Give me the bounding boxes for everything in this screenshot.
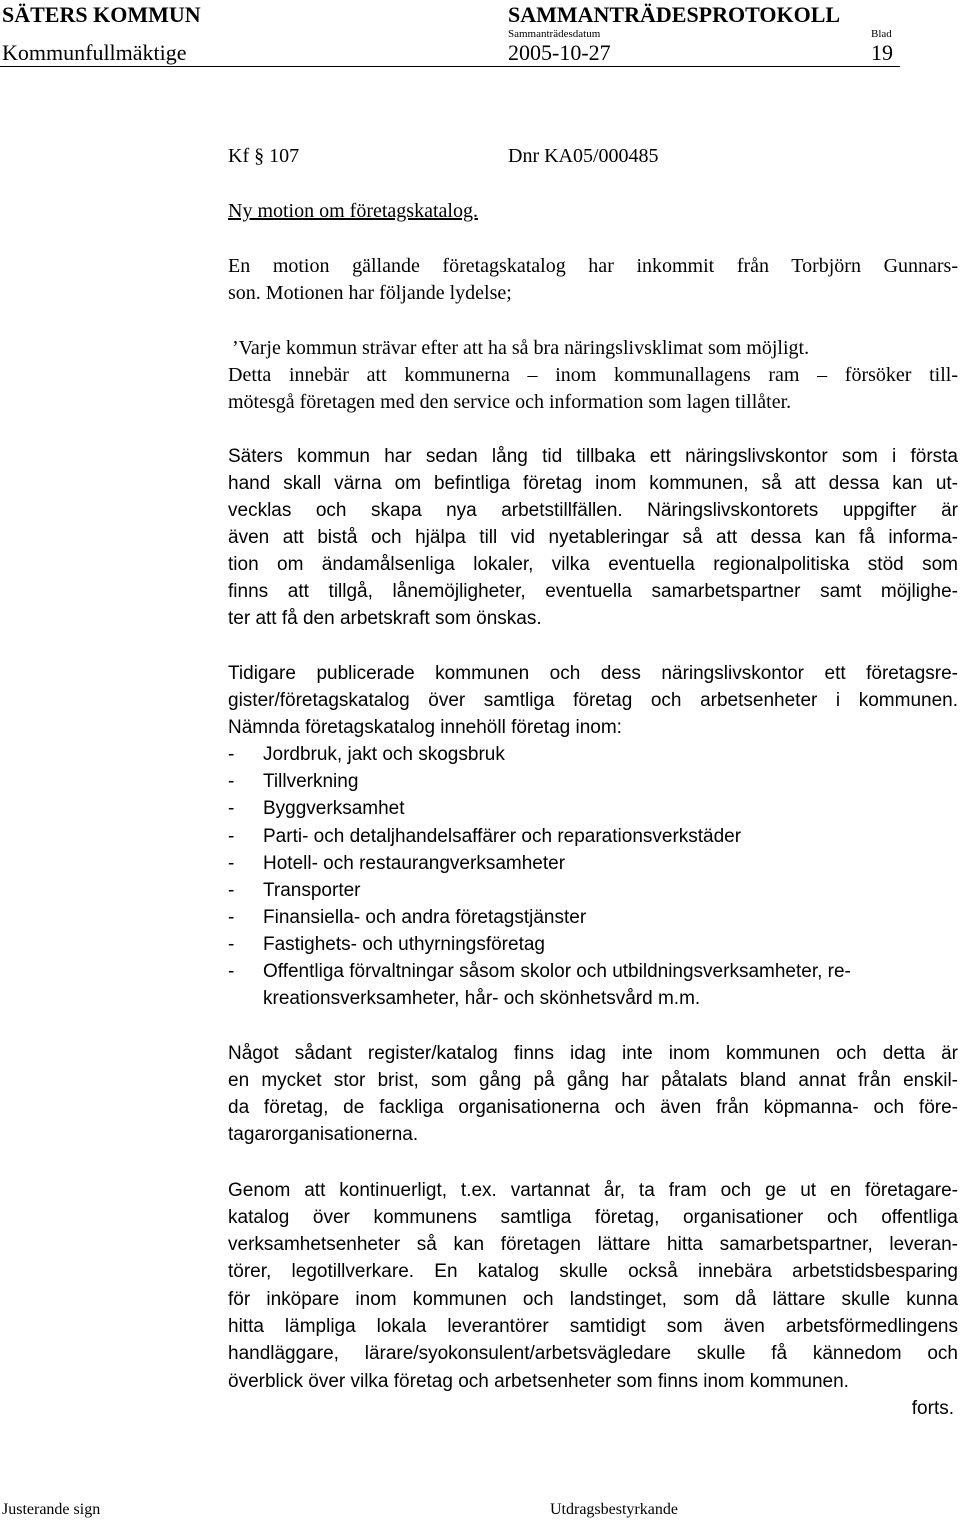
text-line: En motion gällande företagskatalog har inkommit från Torbjörn Gunnars- [228, 255, 958, 277]
header-rule [0, 66, 900, 67]
list-dash: - [228, 771, 235, 792]
text-line: Något sådant register/katalog finns idag inte inom kommunen och detta är [228, 1043, 958, 1064]
meeting-body: Kommunfullmäktige [2, 40, 187, 65]
date-label: Sammanträdesdatum [508, 28, 601, 40]
text-line: en mycket stor brist, som gång på gång har påtalats bland annat från enskil- [228, 1070, 958, 1091]
text-line: mötesgå företagen med den service och information som lagen tillåter. [228, 391, 792, 413]
case-title: Ny motion om företagskatalog. [228, 200, 478, 222]
list-item-text: Parti- och detaljhandelsaffärer och reparationsverkstäder [263, 826, 742, 847]
text-line: tagarorganisationerna. [228, 1124, 419, 1145]
list-dash: - [228, 744, 235, 765]
list-dash: - [228, 961, 235, 982]
page-label: Blad [871, 28, 892, 40]
list-item-text: Tillverkning [263, 771, 359, 792]
text-line: Tidigare publicerade kommunen och dess näringslivskontor ett företagsre- [228, 663, 958, 684]
text-line: ’Varje kommun strävar efter att ha så bra näringslivsklimat som möjligt. [232, 337, 810, 359]
case-dnr: Dnr KA05/000485 [508, 145, 659, 167]
continued-marker: forts. [911, 1398, 954, 1419]
page-number: 19 [871, 40, 893, 65]
text-line: överblick över vilka företag och arbetsenheter som finns inom kommunen. [228, 1371, 849, 1392]
text-line: Genom att kontinuerligt, t.ex. vartannat år, ta fram och ge ut en företagare- [228, 1180, 958, 1201]
list-dash: - [228, 826, 235, 847]
text-line: hitta lämpliga lokala leverantörer samtidigt som även arbetsförmedlingens [228, 1316, 958, 1337]
list-dash: - [228, 934, 235, 955]
list-dash: - [228, 853, 235, 874]
text-line: vecklas och skapa nya arbetstillfällen. Näringslivskontorets uppgifter är [228, 500, 958, 521]
list-item-text: Finansiella- och andra företagstjänster [263, 907, 587, 928]
list-item-text: Hotell- och restaurangverksamheter [263, 853, 566, 874]
text-line: törer, legotillverkare. En katalog skulle också innebära arbetstidsbesparing [228, 1261, 958, 1282]
text-line: även att bistå och hjälpa till vid nyetableringar så att dessa kan få informa- [228, 527, 958, 548]
text-line: verksamhetsenheter så kan företagen lättare hitta samarbetspartner, leveran- [228, 1234, 958, 1255]
list-item-text: kreationsverksamheter, hår- och skönhetsvård m.m. [263, 988, 701, 1009]
list-item-text: Byggverksamhet [263, 798, 405, 819]
meeting-date: 2005-10-27 [508, 40, 611, 65]
text-line: Säters kommun har sedan lång tid tillbaka ett näringslivskontor som i första [228, 446, 958, 467]
text-line: katalog över kommunens samtliga företag, organisationer och offentliga [228, 1207, 958, 1228]
list-item-text: Fastighets- och uthyrningsföretag [263, 934, 545, 955]
text-line: gister/företagskatalog över samtliga företag och arbetsenheter i kommunen. [228, 690, 958, 711]
text-line: tion om ändamålsenliga lokaler, vilka eventuella regionalpolitiska stöd som [228, 554, 958, 575]
document-type: SAMMANTRÄDESPROTOKOLL [508, 2, 841, 27]
text-line: ter att få den arbetskraft som önskas. [228, 608, 542, 629]
text-line: son. Motionen har följande lydelse; [228, 282, 512, 304]
footer-extract-certification: Utdragsbestyrkande [550, 1501, 678, 1518]
list-item-text: Transporter [263, 880, 361, 901]
text-line: för inköpare inom kommunen och landstinget, som då lättare skulle kunna [228, 1289, 958, 1310]
list-dash: - [228, 798, 235, 819]
text-line: finns att tillgå, lånemöjligheter, eventuella samarbetspartner samt möjlighe- [228, 581, 958, 602]
text-line: da företag, de fackliga organisationerna och även från köpmanna- och före- [228, 1097, 958, 1118]
organization-name: SÄTERS KOMMUN [2, 2, 201, 27]
list-item-text: Offentliga förvaltningar såsom skolor och utbildningsverksamheter, re- [263, 961, 851, 982]
list-dash: - [228, 880, 235, 901]
text-line: Detta innebär att kommunerna – inom kommunallagens ram – försöker till- [228, 364, 958, 386]
text-line: handläggare, lärare/syokonsulent/arbetsvägledare skulle få kännedom och [228, 1343, 958, 1364]
case-id: Kf § 107 [228, 145, 300, 167]
text-line: hand skall värna om befintliga företag inom kommunen, så att dessa kan ut- [228, 473, 958, 494]
list-item-text: Jordbruk, jakt och skogsbruk [263, 744, 505, 765]
list-dash: - [228, 907, 235, 928]
footer-adjusting-signature: Justerande sign [2, 1501, 101, 1518]
text-line: Nämnda företagskatalog innehöll företag inom: [228, 717, 622, 738]
